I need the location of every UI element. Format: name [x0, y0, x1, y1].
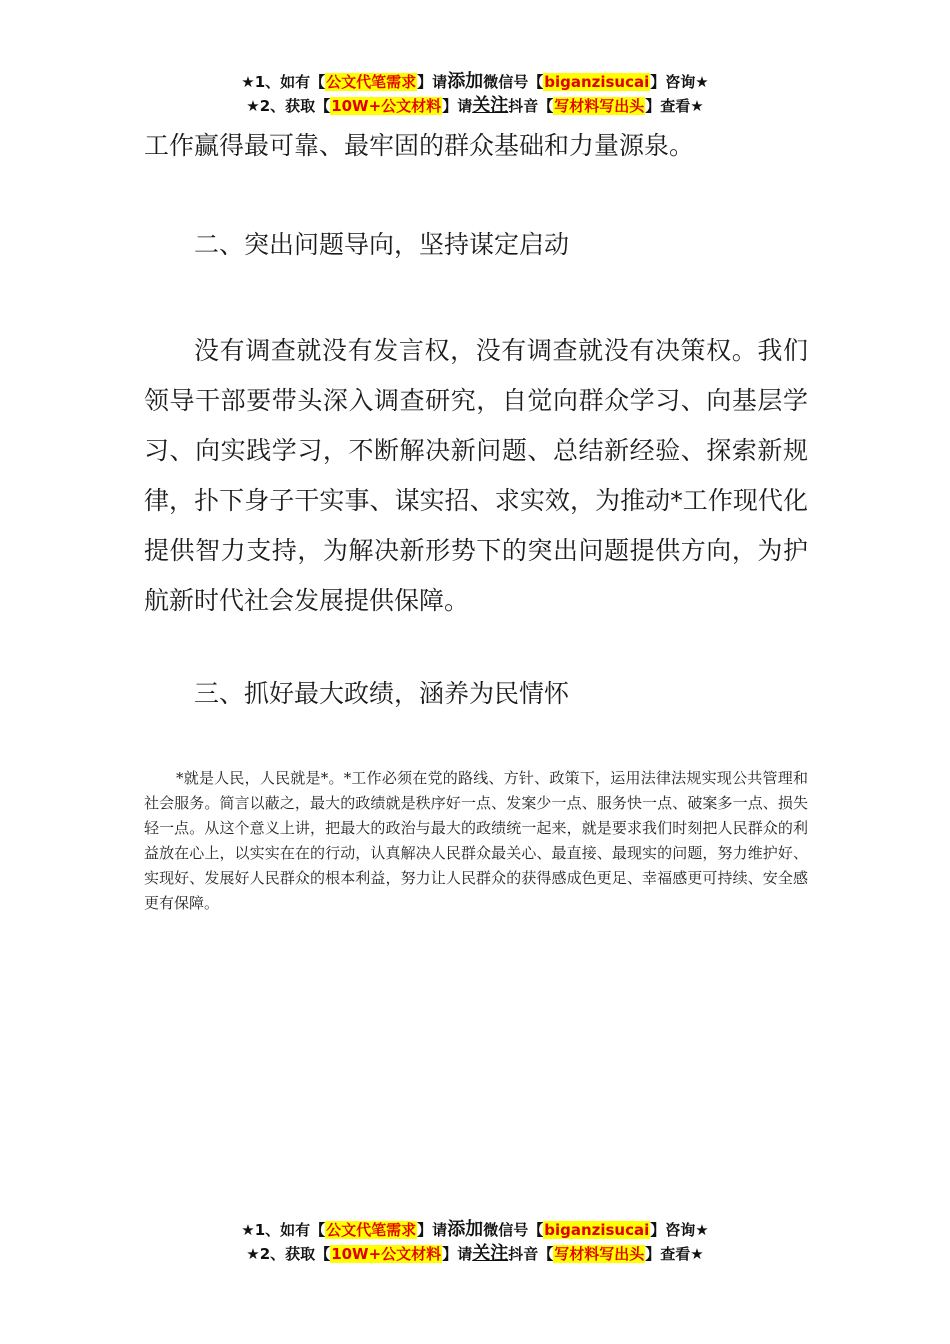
banner-text: 】请 [417, 73, 448, 91]
emphasis-add: 添加 [447, 71, 484, 92]
banner-line-1 [0, 1218, 950, 1242]
highlight-materials: 10W+公文材料 [331, 97, 442, 115]
highlight-materials: 10W+公文材料 [331, 1245, 442, 1263]
emphasis-add: 添加 [447, 1219, 484, 1240]
emphasis-follow: 关注 [472, 95, 509, 116]
banner-text: 】查看★ [645, 97, 704, 115]
paragraph-3: *就是人民，人民就是*。*工作必须在党的路线、方针、政策下，运用法律法规实现公共管理和社会服务。简言以蔽之，最大的政绩就是秩序好一点、发案少一点、服务快一点、破案多一点、损失轻一点。从这个意义上讲，把最大的政治与最大的政绩统一起来，就是要求我们时刻把人民群众的利益放在心上，以实实在在的行动，认真解决人民群众最关心、最直接、最现实的问题，努力维护好、实现好、发展好人民群众的根本利益，努力让人民群众的获得感成色更足、幸福感更可持续、安全感更有保障。 [144, 769, 808, 912]
section-heading-3: 三、抓好最大政绩，涵养为民情怀 [194, 679, 570, 708]
highlight-wechat-id: biganzisucai [544, 73, 650, 91]
banner-text: 】查看★ [645, 1245, 704, 1263]
banner-text: 】请 [442, 1245, 473, 1263]
highlight-douyin-id: 写材料写出头 [554, 97, 645, 115]
banner-line-2 [0, 94, 950, 118]
paragraph-2: 没有调查就没有发言权，没有调查就没有决策权。我们领导干部要带头深入调查研究，自觉向群众学习、向基层学习、向实践学习，不断解决新问题、总结新经验、探索新规律，扑下身子干实事、谋实招、求实效，为推动*工作现代化提供智力支持，为解决新形势下的突出问题提供方向，为护航新时代社会发展提供保障。 [144, 336, 808, 615]
section-heading-2: 二、突出问题导向，坚持谋定启动 [194, 230, 570, 259]
paragraph-continued: 工作赢得最可靠、最牢固的群众基础和力量源泉。 [144, 131, 695, 160]
banner-text: 】咨询★ [650, 73, 709, 91]
emphasis-follow: 关注 [472, 1243, 509, 1264]
banner-text: 】请 [417, 1221, 448, 1239]
banner-line-1 [0, 70, 950, 94]
highlight-douyin-id: 写材料写出头 [554, 1245, 645, 1263]
banner-text: 】请 [442, 97, 473, 115]
highlight-service: 公文代笔需求 [326, 1221, 417, 1239]
banner-text: ★1、如有【 [241, 73, 326, 91]
banner-text: ★2、获取【 [246, 97, 331, 115]
footer-banner [0, 1218, 950, 1266]
banner-text: 微信号【 [483, 73, 544, 91]
highlight-service: 公文代笔需求 [326, 73, 417, 91]
banner-text: 抖音【 [508, 1245, 554, 1263]
banner-text: 微信号【 [483, 1221, 544, 1239]
banner-text: ★2、获取【 [246, 1245, 331, 1263]
banner-line-2 [0, 1242, 950, 1266]
highlight-wechat-id: biganzisucai [544, 1221, 650, 1239]
banner-text: 】咨询★ [650, 1221, 709, 1239]
banner-text: ★1、如有【 [241, 1221, 326, 1239]
header-banner [0, 70, 950, 118]
banner-text: 抖音【 [508, 97, 554, 115]
